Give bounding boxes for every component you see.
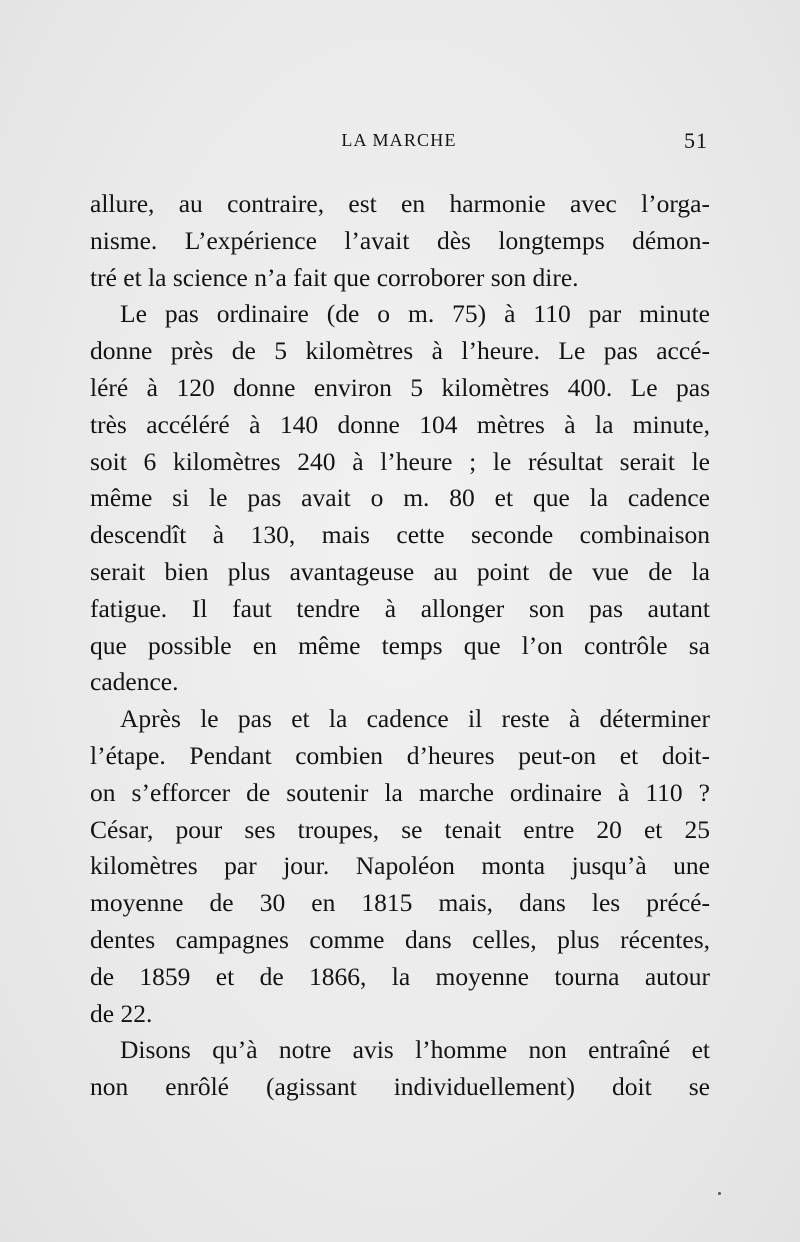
running-title: LA MARCHE bbox=[341, 130, 457, 150]
text-line: de 1859 et de 1866, la moyenne tourna autour bbox=[90, 961, 710, 991]
paragraph bbox=[90, 1032, 710, 1106]
text-line: Disons qu’à notre avis l’homme non entraîné et bbox=[120, 1035, 710, 1065]
body-text bbox=[90, 186, 710, 1106]
text-line: cadence. bbox=[90, 667, 179, 697]
page-number: 51 bbox=[684, 128, 708, 153]
text-line: on s’efforcer de soutenir la marche ordinaire à 110 ? bbox=[90, 777, 710, 807]
text-line: kilomètres par jour. Napoléon monta jusqu’à une bbox=[90, 851, 710, 881]
text-line: fatigue. Il faut tendre à allonger son pas autant bbox=[90, 593, 710, 623]
text-line: nisme. L’expérience l’avait dès longtemps démon- bbox=[90, 225, 710, 255]
paragraph bbox=[90, 186, 710, 296]
running-head bbox=[90, 128, 708, 158]
text-line: allure, au contraire, est en harmonie avec l’orga- bbox=[90, 189, 710, 218]
text-line: de 22. bbox=[90, 998, 153, 1028]
text-line: que possible en même temps que l’on contrôle sa bbox=[90, 630, 710, 660]
text-line: dentes campagnes comme dans celles, plus récentes, bbox=[90, 924, 710, 954]
text-line: tré et la science n’a fait que corroborer son dire. bbox=[90, 262, 579, 292]
text-line: Le pas ordinaire (de o m. 75) à 110 par minute bbox=[120, 299, 710, 329]
paragraph bbox=[90, 296, 710, 701]
text-line: non enrôlé (agissant individuellement) doit se bbox=[90, 1072, 710, 1102]
text-line: l’étape. Pendant combien d’heures peut-on et doit- bbox=[90, 740, 710, 770]
text-line: même si le pas avait o m. 80 et que la cadence bbox=[90, 483, 710, 513]
text-line: descendît à 130, mais cette seconde combinaison bbox=[90, 520, 710, 550]
paper-speck bbox=[718, 1192, 721, 1195]
text-line: César, pour ses troupes, se tenait entre 20 et 25 bbox=[90, 814, 710, 844]
text-line: léré à 120 donne environ 5 kilomètres 400. Le pas bbox=[90, 372, 710, 402]
text-line: serait bien plus avantageuse au point de vue de la bbox=[90, 556, 710, 586]
text-line: soit 6 kilomètres 240 à l’heure ; le résultat serait le bbox=[90, 446, 710, 476]
text-line: très accéléré à 140 donne 104 mètres à la minute, bbox=[90, 409, 710, 439]
text-line: donne près de 5 kilomètres à l’heure. Le pas accé- bbox=[90, 336, 710, 366]
text-line: Après le pas et la cadence il reste à déterminer bbox=[120, 704, 710, 734]
text-line: moyenne de 30 en 1815 mais, dans les précé- bbox=[90, 888, 710, 918]
paragraph bbox=[90, 701, 710, 1032]
